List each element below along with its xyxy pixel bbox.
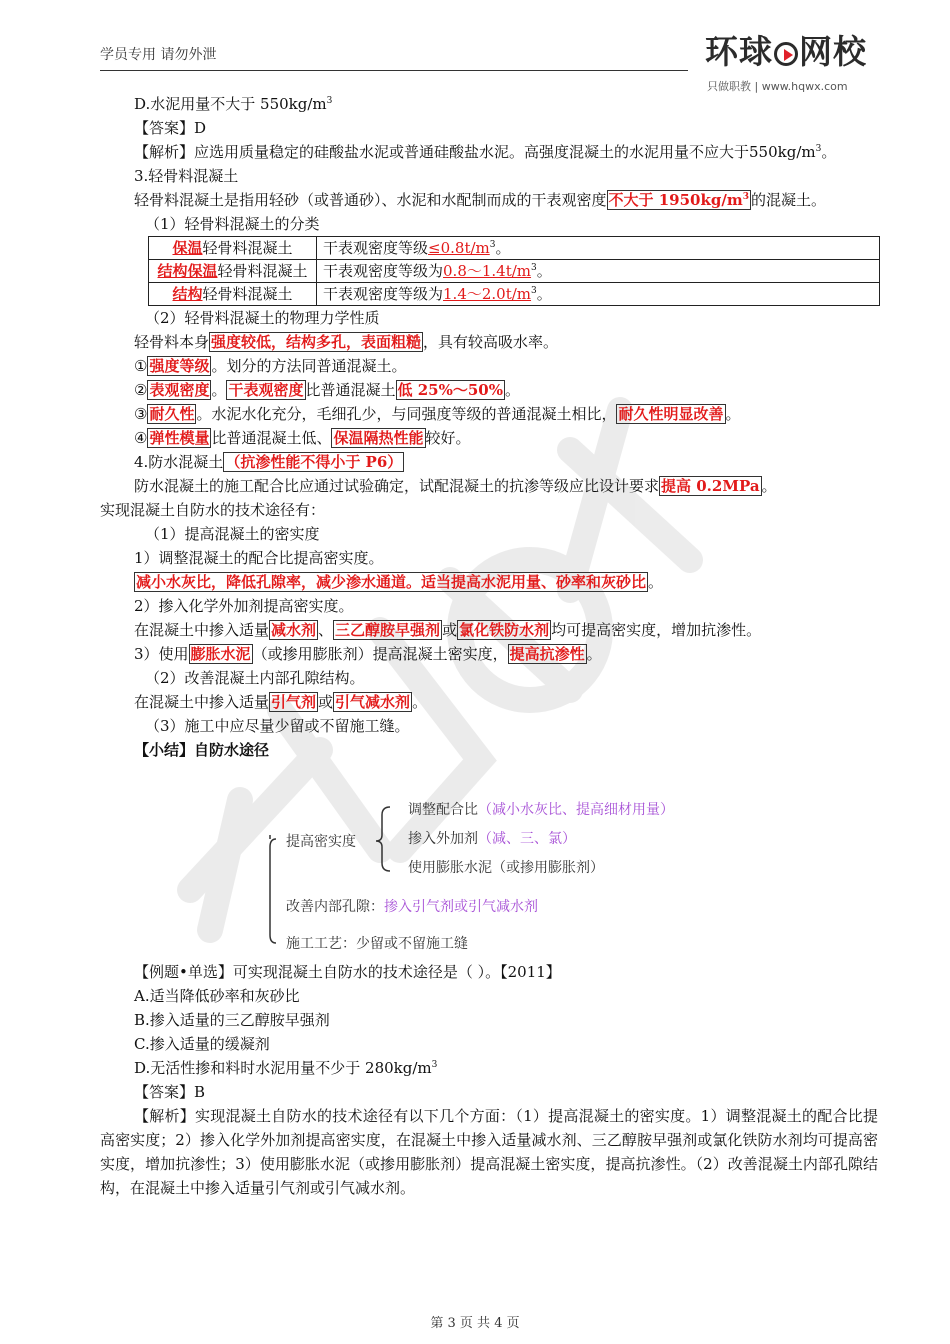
property-modulus: ④ 弹性模量 比普通混凝土低、 保温隔热性能 较好。 <box>134 429 471 447</box>
header-note: 学员专用 请勿外泄 <box>100 47 217 63</box>
table-row: 保温轻骨料混凝土 干表观密度等级$\le 0.8t/m^3$。 <box>149 237 880 260</box>
logo-main: 环球 网校 <box>705 32 867 71</box>
lightweight-definition: 轻骨料混凝土是指用轻砂（或普通砂）、水泥和水配制而成的干表观密度 不大于 $1950kg/m^3$ 的混凝土。 <box>134 191 826 209</box>
techniques-intro: 实现混凝土自防水的技术途径有： <box>100 501 326 519</box>
classification-table <box>148 236 880 306</box>
property-durability: ③ 耐久性 。水泥水化充分，毛细孔少，与同强度等级的普通混凝土相比， 耐久性明显改善 。 <box>134 405 741 423</box>
example-question <box>100 960 878 1200</box>
answer-2: 【答案】B <box>134 1083 206 1101</box>
technique-3: （3）施工中应尽量少留或不留施工缝。 <box>145 717 410 735</box>
section-3-title: 3.轻骨料混凝土 <box>134 167 239 185</box>
summary-mindmap <box>262 795 722 955</box>
header-rule <box>100 70 688 71</box>
option-a: A.适当降低砂率和灰砂比 <box>134 987 300 1005</box>
technique-1-3: 3）使用 膨胀水泥 （或掺用膨胀剂）提高混凝土密实度， 提高抗渗性 。 <box>134 645 602 663</box>
play-icon <box>774 42 798 66</box>
technique-1-2-detail: 在混凝土中掺入适量 减水剂 、 三乙醇胺早强剂 或 氯化铁防水剂 均可提高密实度，增加抗渗性。 <box>134 621 762 639</box>
mindmap-node-construction: 施工工艺：少留或不留施工缝 <box>286 936 468 952</box>
logo-subtitle: 只做职教 | www.hqwx.com <box>707 80 848 93</box>
mindmap-node-density: 提高密实度 <box>286 834 356 850</box>
option-b: B.掺入适量的三乙醇胺早强剂 <box>134 1011 330 1029</box>
answer-1: 【答案】D <box>134 119 207 137</box>
technique-2-detail: 在混凝土中掺入适量 引气剂 或 引气减水剂 。 <box>134 693 428 711</box>
property-density: ② 表观密度 。 干表观密度 比普通混凝土 低 25%～50% 。 <box>134 381 521 399</box>
option-d-2: D.无活性掺和料时水泥用量不少于 $280kg/m^3$ <box>134 1059 438 1077</box>
option-c: C.掺入适量的缓凝剂 <box>134 1035 270 1053</box>
mindmap-node-mix: 调整配合比（减小水灰比、提高细材用量） <box>408 802 674 818</box>
table-row: 结构保温轻骨料混凝土 干表观密度等级为$0.8\sim 1.4t/m^3$。 <box>149 260 880 283</box>
table-row: 结构轻骨料混凝土 干表观密度等级为$1.4\sim 2.0t/m^3$。 <box>149 283 880 306</box>
technique-1-2: 2）掺入化学外加剂提高密实度。 <box>134 597 354 615</box>
section-4-title: 4.防水混凝土 （抗渗性能不得小于 P6） <box>134 453 403 471</box>
explanation-2: 【解析】实现混凝土自防水的技术途径有以下几个方面：（1）提高混凝土的密实度。1）调整混凝土的配合比提高密实度；2）掺入化学外加剂提高密实度，在混凝土中掺入适量减水剂、三乙醇胺早强剂或氯化铁防水剂均可提高密实度，增加抗渗性；3）使用膨胀水泥（或掺用膨胀剂）提高混凝土密实度，提高抗渗性。（2）改善混凝土内部孔隙结构，在混凝土中掺入适量引气剂或引气减水剂。 <box>100 1107 878 1197</box>
mindmap-node-pores: 改善内部孔隙：掺入引气剂或引气减水剂 <box>286 899 538 915</box>
subsection-2: （2）轻骨料混凝土的物理力学性质 <box>145 309 380 327</box>
option-d: D.水泥用量不大于 $550kg/m^3$ <box>134 95 333 113</box>
subsection-1: （1）轻骨料混凝土的分类 <box>145 215 320 233</box>
document-body <box>100 92 878 762</box>
property-intro: 轻骨料本身 强度较低，结构多孔，表面粗糙 ，具有较高吸水率。 <box>134 333 559 351</box>
summary-title: 【小结】自防水途径 <box>134 741 270 759</box>
hqwx-logo <box>705 34 870 94</box>
mindmap-node-expansive-cement: 使用膨胀水泥（或掺用膨胀剂） <box>408 860 604 876</box>
page-footer: 第 3 页 共 4 页 <box>430 1316 520 1331</box>
technique-2: （2）改善混凝土内部孔隙结构。 <box>145 669 365 687</box>
question-stem: 【例题•单选】可实现混凝土自防水的技术途径是（ ）。【2011】 <box>134 963 561 981</box>
explanation-1: 【解析】应选用质量稳定的硅酸盐水泥或普通硅酸盐水泥。高强度混凝土的水泥用量不应大于$550kg/m^3$。 <box>134 143 837 161</box>
mindmap-node-admixture: 掺入外加剂（减、三、氯） <box>408 831 576 847</box>
technique-1-1-detail: 减小水灰比，降低孔隙率，减少渗水通道。适当提高水泥用量、砂率和灰砂比 。 <box>136 573 664 591</box>
property-strength: ① 强度等级 。划分的方法同普通混凝土。 <box>134 357 407 375</box>
waterproof-mix: 防水混凝土的施工配合比应通过试验确定，试配混凝土的抗渗等级应比设计要求 提高 0.2MPa 。 <box>134 477 777 495</box>
technique-1: （1）提高混凝土的密实度 <box>145 525 320 543</box>
technique-1-1: 1）调整混凝土的配合比提高密实度。 <box>134 549 384 567</box>
